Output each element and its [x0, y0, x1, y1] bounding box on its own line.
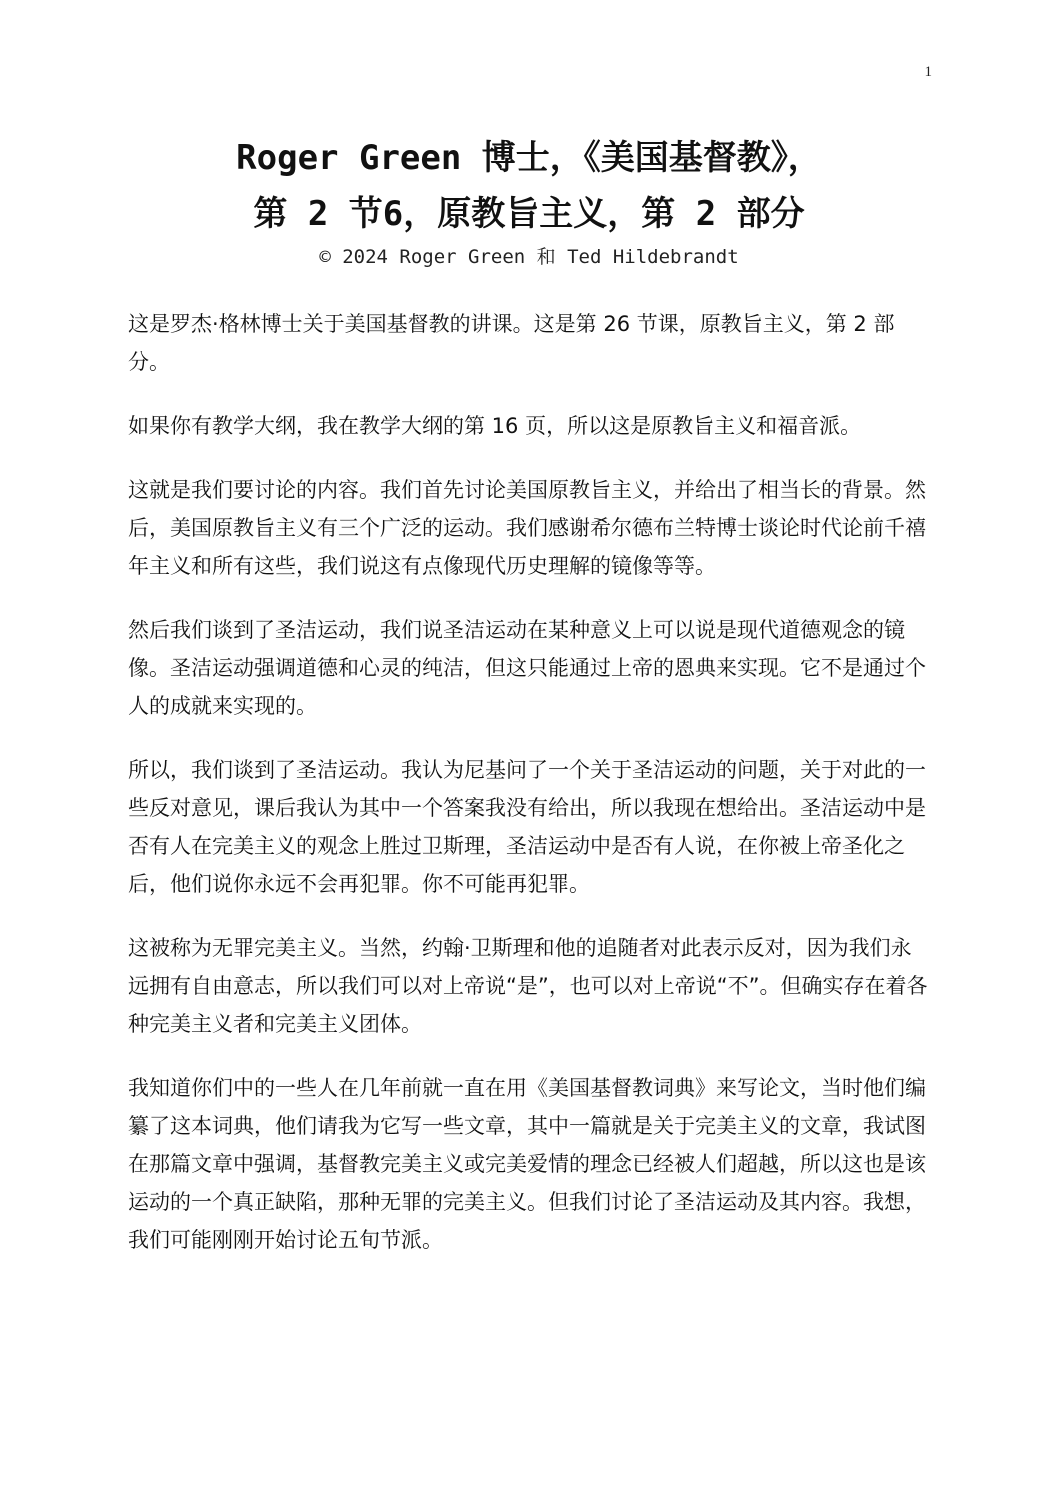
title-block	[0, 130, 1058, 270]
paragraph-4: 然后我们谈到了圣洁运动，我们说圣洁运动在某种意义上可以说是现代道德观念的镜像。圣洁运动强调道德和心灵的纯洁，但这只能通过上帝的恩典来实现。它不是通过个人的成就来实现的。	[128, 618, 926, 718]
paragraph-6: 这被称为无罪完美主义。当然，约翰·卫斯理和他的追随者对此表示反对，因为我们永远拥有自由意志，所以我们可以对上帝说“是”，也可以对上帝说“不”。但确实存在着各种完美主义者和完美主义团体。	[128, 936, 928, 1036]
body-text	[128, 305, 928, 1285]
paragraph-2: 如果你有教学大纲，我在教学大纲的第 16 页，所以这是原教旨主义和福音派。	[128, 414, 862, 438]
paragraph-7: 我知道你们中的一些人在几年前就一直在用《美国基督教词典》来写论文，当时他们编纂了这本词典，他们请我为它写一些文章，其中一篇就是关于完美主义的文章，我试图在那篇文章中强调，基督教完美主义或完美爱情的理念已经被人们超越，所以这也是该运动的一个真正缺陷，那种无罪的完美主义。但我们讨论了圣洁运动及其内容。我想，我们可能刚刚开始讨论五旬节派。	[128, 1076, 926, 1252]
page-number: 1	[924, 64, 932, 80]
paragraph-1: 这是罗杰·格林博士关于美国基督教的讲课。这是第 26 节课，原教旨主义，第 2 部分。	[128, 312, 895, 374]
title-line-2: 第 2 节6，原教旨主义，第 2 部分	[253, 194, 805, 234]
paragraph-5: 所以，我们谈到了圣洁运动。我认为尼基问了一个关于圣洁运动的问题，关于对此的一些反对意见，课后我认为其中一个答案我没有给出，所以我现在想给出。圣洁运动中是否有人在完美主义的观念上胜过卫斯理，圣洁运动中是否有人说，在你被上帝圣化之后，他们说你永远不会再犯罪。你不可能再犯罪。	[128, 758, 926, 896]
title-line-1: Roger Green 博士，《美国基督教》，	[236, 138, 822, 178]
paragraph-3: 这就是我们要讨论的内容。我们首先讨论美国原教旨主义，并给出了相当长的背景。然后，美国原教旨主义有三个广泛的运动。我们感谢希尔德布兰特博士谈论时代论前千禧年主义和所有这些，我们说这有点像现代历史理解的镜像等等。	[128, 478, 926, 578]
copyright-line: © 2024 Roger Green 和 Ted Hildebrandt	[319, 246, 739, 268]
